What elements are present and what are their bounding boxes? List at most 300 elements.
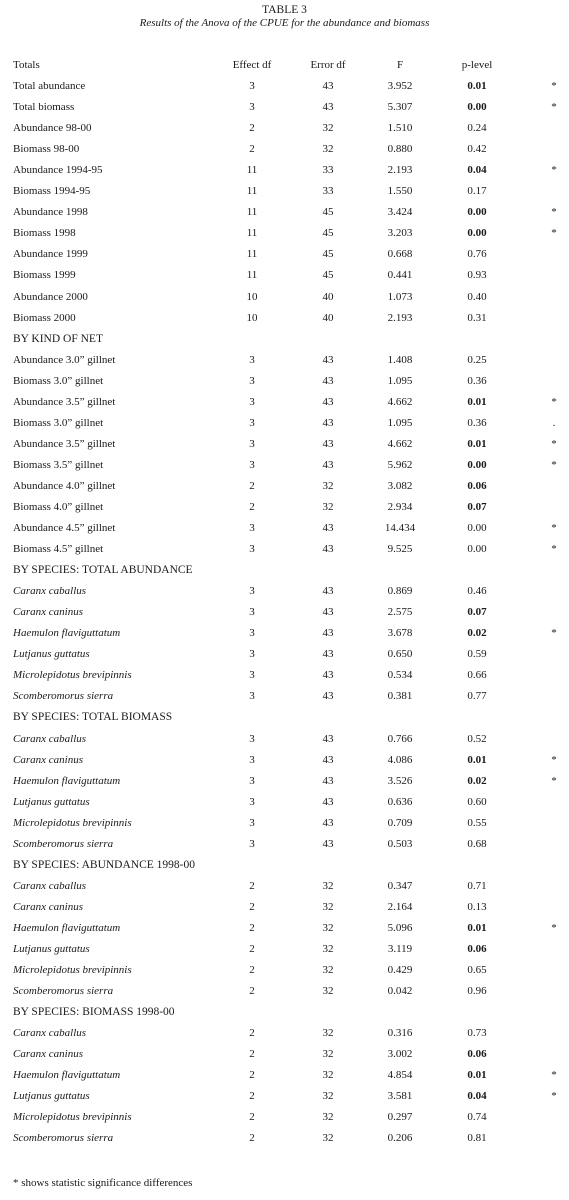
significance-marker: *	[551, 543, 557, 556]
row-label: Biomass 3.0” gillnet	[13, 374, 104, 387]
f-value-cell: 0.316	[387, 1027, 413, 1040]
error-df-cell: 43	[322, 395, 334, 408]
error-df-cell: 43	[322, 374, 334, 387]
section-label: BY SPECIES: BIOMASS 1998-00	[13, 1006, 175, 1019]
row-label: Haemulon flaviguttatum	[13, 921, 121, 934]
error-df-cell: 43	[322, 648, 334, 661]
p-level-cell: 0.96	[467, 985, 487, 998]
row-label: Haemulon flaviguttatum	[13, 1069, 121, 1082]
error-df-cell: 43	[322, 353, 334, 366]
table-row	[0, 729, 569, 750]
effect-df-cell: 3	[249, 732, 255, 745]
section-heading-row	[0, 1002, 569, 1023]
f-value-cell: 4.662	[387, 395, 413, 408]
effect-df-cell: 2	[249, 1090, 255, 1103]
p-level-cell: 0.77	[467, 690, 487, 703]
row-label: Biomass 2000	[13, 311, 76, 324]
row-label: Biomass 1994-95	[13, 185, 91, 198]
table-row	[0, 1128, 569, 1149]
section-label: BY SPECIES: TOTAL BIOMASS	[13, 711, 173, 724]
effect-df-cell: 3	[249, 669, 255, 682]
table-row	[0, 350, 569, 371]
effect-df-cell: 3	[249, 374, 255, 387]
effect-df-cell: 11	[246, 269, 258, 282]
significance-marker: *	[551, 458, 557, 471]
effect-df-cell: 11	[246, 227, 258, 240]
error-df-cell: 33	[322, 185, 334, 198]
significance-marker: *	[551, 1069, 557, 1082]
row-label: Microlepidotus brevipinnis	[13, 816, 132, 829]
row-label: Scomberomorus sierra	[13, 985, 114, 998]
p-level-cell: 0.31	[467, 311, 487, 324]
effect-df-cell: 3	[249, 80, 255, 93]
error-df-cell: 33	[322, 164, 334, 177]
table-row	[0, 876, 569, 897]
row-label: Microlepidotus brevipinnis	[13, 669, 132, 682]
error-df-cell: 32	[322, 964, 334, 977]
table-row	[0, 623, 569, 644]
row-label: Biomass 98-00	[13, 143, 80, 156]
row-label: Caranx caballus	[13, 879, 87, 892]
effect-df-cell: 3	[249, 543, 255, 556]
effect-df-cell: 2	[249, 122, 255, 135]
significance-marker: *	[551, 921, 557, 934]
effect-df-cell: 3	[249, 437, 255, 450]
p-level-cell: 0.66	[467, 669, 487, 682]
f-value-cell: 0.650	[387, 648, 413, 661]
error-df-cell: 32	[322, 879, 334, 892]
f-value-cell: 3.082	[387, 479, 413, 492]
effect-df-cell: 3	[249, 753, 255, 766]
header-effect-df: Effect df	[232, 59, 272, 71]
section-heading-row	[0, 560, 569, 581]
effect-df-cell: 3	[249, 606, 255, 619]
table-row	[0, 413, 569, 434]
error-df-cell: 43	[322, 416, 334, 429]
error-df-cell: 43	[322, 669, 334, 682]
effect-df-cell: 10	[246, 311, 258, 324]
error-df-cell: 43	[322, 627, 334, 640]
header-p-level: p-level	[461, 59, 493, 71]
p-level-cell: 0.59	[467, 648, 487, 661]
row-label: Scomberomorus sierra	[13, 837, 114, 850]
p-level-cell: 0.07	[467, 606, 487, 619]
p-level-cell: 0.01	[467, 395, 487, 408]
f-value-cell: 2.934	[387, 500, 413, 513]
table-row	[0, 202, 569, 223]
row-label: Biomass 3.5” gillnet	[13, 458, 104, 471]
significance-marker: .	[552, 416, 556, 429]
error-df-cell: 32	[322, 900, 334, 913]
error-df-cell: 45	[322, 269, 334, 282]
f-value-cell: 4.086	[387, 753, 413, 766]
f-value-cell: 2.193	[387, 311, 413, 324]
table-row	[0, 897, 569, 918]
f-value-cell: 3.203	[387, 227, 413, 240]
table-row	[0, 834, 569, 855]
effect-df-cell: 10	[246, 290, 258, 303]
error-df-cell: 43	[322, 606, 334, 619]
error-df-cell: 45	[322, 248, 334, 261]
footnote: * shows statistic significance differences	[13, 1177, 193, 1189]
row-label: Biomass 1999	[13, 269, 76, 282]
table-row	[0, 287, 569, 308]
error-df-cell: 32	[322, 1090, 334, 1103]
section-label: BY SPECIES: TOTAL ABUNDANCE	[13, 564, 193, 577]
p-level-cell: 0.02	[467, 627, 487, 640]
table-row	[0, 265, 569, 286]
table-row	[0, 581, 569, 602]
effect-df-cell: 3	[249, 690, 255, 703]
error-df-cell: 43	[322, 837, 334, 850]
row-label: Biomass 1998	[13, 227, 76, 240]
p-level-cell: 0.24	[467, 122, 487, 135]
effect-df-cell: 2	[249, 942, 255, 955]
table-body	[0, 76, 569, 1149]
table-row	[0, 518, 569, 539]
row-label: Lutjanus guttatus	[13, 942, 90, 955]
significance-marker: *	[551, 437, 557, 450]
row-label: Microlepidotus brevipinnis	[13, 1111, 132, 1124]
effect-df-cell: 3	[249, 837, 255, 850]
p-level-cell: 0.93	[467, 269, 487, 282]
p-level-cell: 0.07	[467, 500, 487, 513]
table-row	[0, 665, 569, 686]
error-df-cell: 43	[322, 585, 334, 598]
effect-df-cell: 11	[246, 248, 258, 261]
table-row	[0, 918, 569, 939]
f-value-cell: 1.510	[387, 122, 413, 135]
p-level-cell: 0.60	[467, 795, 487, 808]
effect-df-cell: 2	[249, 964, 255, 977]
error-df-cell: 43	[322, 522, 334, 535]
p-level-cell: 0.06	[467, 942, 487, 955]
row-label: Abundance 3.5” gillnet	[13, 437, 116, 450]
effect-df-cell: 11	[246, 206, 258, 219]
row-label: Lutjanus guttatus	[13, 648, 90, 661]
table-row	[0, 644, 569, 665]
error-df-cell: 43	[322, 753, 334, 766]
table-row	[0, 792, 569, 813]
error-df-cell: 43	[322, 543, 334, 556]
significance-marker: *	[551, 522, 557, 535]
f-value-cell: 14.434	[384, 522, 416, 535]
row-label: Total abundance	[13, 80, 86, 93]
effect-df-cell: 2	[249, 985, 255, 998]
row-label: Biomass 3.0” gillnet	[13, 416, 104, 429]
table-row	[0, 1044, 569, 1065]
p-level-cell: 0.25	[467, 353, 487, 366]
f-value-cell: 4.662	[387, 437, 413, 450]
p-level-cell: 0.36	[467, 416, 487, 429]
f-value-cell: 0.880	[387, 143, 413, 156]
row-label: Caranx caninus	[13, 900, 83, 913]
error-df-cell: 32	[322, 1069, 334, 1082]
table-row	[0, 308, 569, 329]
effect-df-cell: 2	[249, 921, 255, 934]
error-df-cell: 32	[322, 479, 334, 492]
table-title: TABLE 3	[262, 4, 307, 16]
effect-df-cell: 3	[249, 774, 255, 787]
p-level-cell: 0.01	[467, 437, 487, 450]
effect-df-cell: 3	[249, 416, 255, 429]
table-row	[0, 76, 569, 97]
row-label: Caranx caninus	[13, 753, 83, 766]
error-df-cell: 45	[322, 227, 334, 240]
effect-df-cell: 2	[249, 143, 255, 156]
section-heading-row	[0, 855, 569, 876]
row-label: Scomberomorus sierra	[13, 1132, 114, 1145]
f-value-cell: 0.534	[387, 669, 413, 682]
p-level-cell: 0.01	[467, 80, 487, 93]
p-level-cell: 0.55	[467, 816, 487, 829]
p-level-cell: 0.01	[467, 1069, 487, 1082]
row-label: Abundance 3.5” gillnet	[13, 395, 116, 408]
f-value-cell: 0.206	[387, 1132, 413, 1145]
effect-df-cell: 11	[246, 164, 258, 177]
p-level-cell: 0.68	[467, 837, 487, 850]
f-value-cell: 5.962	[387, 458, 413, 471]
p-level-cell: 0.06	[467, 479, 487, 492]
f-value-cell: 0.441	[387, 269, 413, 282]
error-df-cell: 32	[322, 1111, 334, 1124]
f-value-cell: 0.636	[387, 795, 413, 808]
error-df-cell: 45	[322, 206, 334, 219]
error-df-cell: 43	[322, 732, 334, 745]
f-value-cell: 5.096	[387, 921, 413, 934]
row-label: Abundance 4.0” gillnet	[13, 479, 116, 492]
row-label: Abundance 1998	[13, 206, 88, 219]
table-row	[0, 476, 569, 497]
effect-df-cell: 2	[249, 1132, 255, 1145]
section-heading-row	[0, 707, 569, 728]
p-level-cell: 0.06	[467, 1048, 487, 1061]
significance-marker: *	[551, 753, 557, 766]
significance-marker: *	[551, 774, 557, 787]
f-value-cell: 2.575	[387, 606, 413, 619]
p-level-cell: 0.81	[467, 1132, 487, 1145]
table-row	[0, 371, 569, 392]
error-df-cell: 32	[322, 1132, 334, 1145]
error-df-cell: 43	[322, 816, 334, 829]
f-value-cell: 3.424	[387, 206, 413, 219]
f-value-cell: 1.408	[387, 353, 413, 366]
effect-df-cell: 3	[249, 585, 255, 598]
error-df-cell: 40	[322, 290, 334, 303]
row-label: Haemulon flaviguttatum	[13, 774, 121, 787]
p-level-cell: 0.73	[467, 1027, 487, 1040]
table-row	[0, 497, 569, 518]
table-row	[0, 981, 569, 1002]
p-level-cell: 0.02	[467, 774, 487, 787]
p-level-cell: 0.00	[467, 206, 487, 219]
error-df-cell: 43	[322, 101, 334, 114]
f-value-cell: 9.525	[387, 543, 413, 556]
table-row	[0, 97, 569, 118]
row-label: Lutjanus guttatus	[13, 1090, 90, 1103]
table-row	[0, 455, 569, 476]
effect-df-cell: 2	[249, 1069, 255, 1082]
table-row	[0, 118, 569, 139]
section-heading-row	[0, 329, 569, 350]
f-value-cell: 1.550	[387, 185, 413, 198]
table-row	[0, 223, 569, 244]
p-level-cell: 0.17	[467, 185, 487, 198]
effect-df-cell: 3	[249, 101, 255, 114]
table-row	[0, 1107, 569, 1128]
error-df-cell: 32	[322, 500, 334, 513]
p-level-cell: 0.65	[467, 964, 487, 977]
table-row	[0, 139, 569, 160]
significance-marker: *	[551, 1090, 557, 1103]
effect-df-cell: 3	[249, 522, 255, 535]
p-level-cell: 0.46	[467, 585, 487, 598]
row-label: Caranx caballus	[13, 1027, 87, 1040]
p-level-cell: 0.04	[467, 1090, 487, 1103]
table-row	[0, 602, 569, 623]
p-level-cell: 0.40	[467, 290, 487, 303]
row-label: Total biomass	[13, 101, 75, 114]
significance-marker: *	[551, 80, 557, 93]
effect-df-cell: 3	[249, 627, 255, 640]
table-row	[0, 1065, 569, 1086]
significance-marker: *	[551, 206, 557, 219]
header-f: F	[396, 59, 404, 71]
p-level-cell: 0.76	[467, 248, 487, 261]
table-row	[0, 392, 569, 413]
significance-marker: *	[551, 101, 557, 114]
table-row	[0, 244, 569, 265]
table-subtitle: Results of the Anova of the CPUE for the abundance and biomass	[139, 17, 430, 29]
p-level-cell: 0.42	[467, 143, 487, 156]
error-df-cell: 43	[322, 458, 334, 471]
error-df-cell: 43	[322, 795, 334, 808]
effect-df-cell: 2	[249, 1027, 255, 1040]
error-df-cell: 32	[322, 921, 334, 934]
effect-df-cell: 3	[249, 648, 255, 661]
significance-marker: *	[551, 164, 557, 177]
f-value-cell: 2.193	[387, 164, 413, 177]
error-df-cell: 32	[322, 942, 334, 955]
effect-df-cell: 2	[249, 500, 255, 513]
row-label: Abundance 1999	[13, 248, 88, 261]
effect-df-cell: 3	[249, 816, 255, 829]
table-row	[0, 539, 569, 560]
effect-df-cell: 3	[249, 795, 255, 808]
error-df-cell: 40	[322, 311, 334, 324]
row-label: Abundance 1994-95	[13, 164, 103, 177]
table-row	[0, 686, 569, 707]
p-level-cell: 0.00	[467, 227, 487, 240]
p-level-cell: 0.00	[467, 458, 487, 471]
f-value-cell: 0.766	[387, 732, 413, 745]
f-value-cell: 0.381	[387, 690, 413, 703]
table-row	[0, 750, 569, 771]
f-value-cell: 0.347	[387, 879, 413, 892]
error-df-cell: 32	[322, 1027, 334, 1040]
effect-df-cell: 2	[249, 1111, 255, 1124]
p-level-cell: 0.04	[467, 164, 487, 177]
f-value-cell: 2.164	[387, 900, 413, 913]
effect-df-cell: 3	[249, 458, 255, 471]
table-row	[0, 434, 569, 455]
error-df-cell: 43	[322, 690, 334, 703]
row-label: Scomberomorus sierra	[13, 690, 114, 703]
row-label: Abundance 98-00	[13, 122, 92, 135]
significance-marker: *	[551, 627, 557, 640]
effect-df-cell: 3	[249, 353, 255, 366]
error-df-cell: 43	[322, 437, 334, 450]
p-level-cell: 0.52	[467, 732, 487, 745]
row-label: Abundance 2000	[13, 290, 88, 303]
row-label: Caranx caballus	[13, 585, 87, 598]
table-header-row	[0, 55, 569, 76]
f-value-cell: 0.042	[387, 985, 413, 998]
f-value-cell: 5.307	[387, 101, 413, 114]
error-df-cell: 32	[322, 1048, 334, 1061]
f-value-cell: 0.297	[387, 1111, 413, 1124]
effect-df-cell: 3	[249, 395, 255, 408]
f-value-cell: 0.503	[387, 837, 413, 850]
f-value-cell: 3.119	[387, 942, 413, 955]
p-level-cell: 0.36	[467, 374, 487, 387]
p-level-cell: 0.01	[467, 921, 487, 934]
table-row	[0, 771, 569, 792]
significance-marker: *	[551, 227, 557, 240]
error-df-cell: 32	[322, 122, 334, 135]
p-level-cell: 0.00	[467, 522, 487, 535]
row-label: Biomass 4.0” gillnet	[13, 500, 104, 513]
row-label: Haemulon flaviguttatum	[13, 627, 121, 640]
table-row	[0, 160, 569, 181]
effect-df-cell: 2	[249, 1048, 255, 1061]
effect-df-cell: 2	[249, 879, 255, 892]
row-label: Lutjanus guttatus	[13, 795, 90, 808]
f-value-cell: 3.581	[387, 1090, 413, 1103]
f-value-cell: 1.073	[387, 290, 413, 303]
p-level-cell: 0.00	[467, 543, 487, 556]
header-label: Totals	[13, 59, 40, 71]
p-level-cell: 0.74	[467, 1111, 487, 1124]
row-label: Caranx caballus	[13, 732, 87, 745]
table-row	[0, 1086, 569, 1107]
effect-df-cell: 2	[249, 900, 255, 913]
p-level-cell: 0.13	[467, 900, 487, 913]
f-value-cell: 0.869	[387, 585, 413, 598]
row-label: Microlepidotus brevipinnis	[13, 964, 132, 977]
f-value-cell: 0.668	[387, 248, 413, 261]
table-row	[0, 960, 569, 981]
p-level-cell: 0.00	[467, 101, 487, 114]
row-label: Caranx caninus	[13, 606, 83, 619]
section-label: BY KIND OF NET	[13, 332, 103, 345]
f-value-cell: 1.095	[387, 374, 413, 387]
p-level-cell: 0.71	[467, 879, 487, 892]
f-value-cell: 3.002	[387, 1048, 413, 1061]
f-value-cell: 0.429	[387, 964, 413, 977]
row-label: Abundance 3.0” gillnet	[13, 353, 116, 366]
table-row	[0, 1023, 569, 1044]
f-value-cell: 4.854	[387, 1069, 413, 1082]
error-df-cell: 32	[322, 985, 334, 998]
effect-df-cell: 11	[246, 185, 258, 198]
f-value-cell: 3.952	[387, 80, 413, 93]
row-label: Caranx caninus	[13, 1048, 83, 1061]
effect-df-cell: 2	[249, 479, 255, 492]
row-label: Abundance 4.5” gillnet	[13, 522, 116, 535]
table-row	[0, 939, 569, 960]
f-value-cell: 1.095	[387, 416, 413, 429]
